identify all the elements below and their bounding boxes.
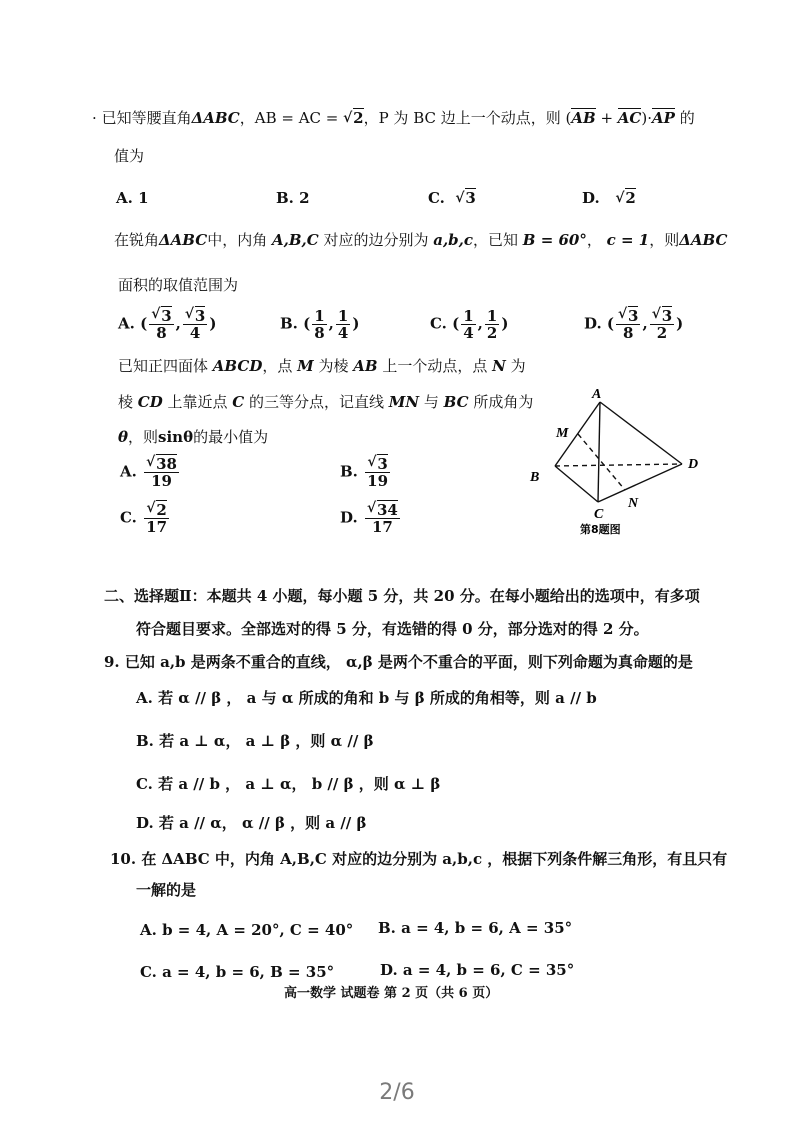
vector-ab: AB: [571, 109, 596, 127]
q10-option-b: B. a = 4, b = 6, A = 35°: [378, 919, 573, 937]
edge-bd: [555, 464, 682, 466]
q6-stem-line1: · 已知等腰直角ΔABC，AB = AC = √ 2，P 为 BC 边上一个动点，则 (AB + AC)·AP 的: [92, 108, 695, 128]
section2-line1: 二、选择题Ⅱ：本题共 4 小题，每小题 5 分，共 20 分。在每小题给出的选项中，有多项: [104, 587, 700, 605]
q10-stem-line2: 一解的是: [136, 881, 197, 899]
q6-stem-line2: 值为: [114, 147, 145, 165]
q10-stem-line1: 10. 在 ΔABC 中，内角 A,B,C 对应的边分别为 a,b,c ，根据下列条件解三角形，有且只有: [110, 850, 728, 868]
vertex-b-label: B: [530, 470, 540, 485]
section2-line2: 符合题目要求。全部选对的得 5 分，有选错的得 0 分，部分选对的得 2 分。: [136, 620, 649, 638]
q6-option-c: C. √ 3: [428, 188, 476, 208]
q10-option-d: D. a = 4, b = 6, C = 35°: [380, 961, 575, 979]
q7-stem-line2: 面积的取值范围为: [118, 276, 239, 294]
q8-stem-line1: 已知正四面体 ABCD，点 M 为棱 AB 上一个动点，点 N 为: [118, 357, 526, 375]
q8-option-d: D. √ $\frac{34}{17}$: [340, 502, 402, 535]
point-m-label: M: [556, 426, 569, 441]
q6-option-a: A. 1: [116, 189, 149, 207]
vertex-d-label: D: [688, 457, 699, 472]
q6-option-b: B. 2: [276, 189, 310, 207]
vertex-c-label: C: [594, 507, 604, 522]
vector-ac: AC: [617, 109, 642, 127]
figure-caption: 第8题图: [580, 523, 621, 536]
q8-option-a: A. √ $\frac{38}{19}$: [120, 456, 181, 489]
edge-cd: [598, 464, 682, 502]
tetrahedron-figure: [520, 380, 720, 540]
q8-stem-line2: 棱 CD 上靠近点 C 的三等分点，记直线 MN 与 BC 所成角为: [118, 393, 534, 411]
q8-stem-line3: θ，则sinθ的最小值为: [118, 428, 269, 446]
vector-ap: AP: [652, 109, 675, 127]
q9-option-a: A. 若 α // β ， a 与 α 所成的角和 b 与 β 所成的角相等，则 a // b: [136, 689, 597, 707]
q9-option-d: D. 若 a // α， α // β ，则 a // β: [136, 814, 367, 832]
q6-option-d: D. √ 2: [582, 188, 636, 208]
q7-option-c: C. ( $\frac{1}{4}$ , $\frac{1}{2}$ ): [430, 307, 509, 342]
page-indicator: 2/6: [379, 1080, 415, 1105]
edge-ad: [600, 402, 682, 464]
q7-option-d: D. ( √ $\frac{3}{8}$ , √ $\frac{3}{2}$ ): [584, 308, 683, 341]
q7-option-a: A. ( √ $\frac{3}{8}$ , √ $\frac{3}{4}$ ): [118, 308, 216, 341]
q6-number: ·: [92, 109, 97, 127]
vertex-a-label: A: [592, 387, 602, 402]
q7-option-b: B. ( $\frac{1}{8}$ , $\frac{1}{4}$ ): [280, 307, 360, 342]
page-footer: 高一数学 试题卷 第 2 页（共 6 页）: [284, 986, 499, 1001]
q9-stem: 9. 已知 a,b 是两条不重合的直线， α,β 是两个不重合的平面，则下列命题为真命题的是: [104, 653, 693, 671]
q10-option-a: A. b = 4, A = 20°, C = 40°: [140, 921, 354, 939]
q8-option-c: C. √ $\frac{2}{17}$: [120, 502, 171, 535]
edge-ac: [598, 402, 600, 502]
q9-option-b: B. 若 a ⊥ α， a ⊥ β ，则 α // β: [136, 732, 374, 750]
q9-option-c: C. 若 a // b ， a ⊥ α， b // β ，则 α ⊥ β: [136, 775, 441, 793]
q10-option-c: C. a = 4, b = 6, B = 35°: [140, 963, 335, 981]
segment-mn: [578, 434, 625, 490]
edge-bc: [555, 466, 598, 502]
q8-option-b: B. √ $\frac{3}{19}$: [340, 456, 392, 489]
q7-stem-line1: 在锐角ΔABC中，内角 A,B,C 对应的边分别为 a,b,c，已知 B = 60°， c = 1，则ΔABC: [114, 231, 728, 249]
point-n-label: N: [628, 496, 639, 511]
